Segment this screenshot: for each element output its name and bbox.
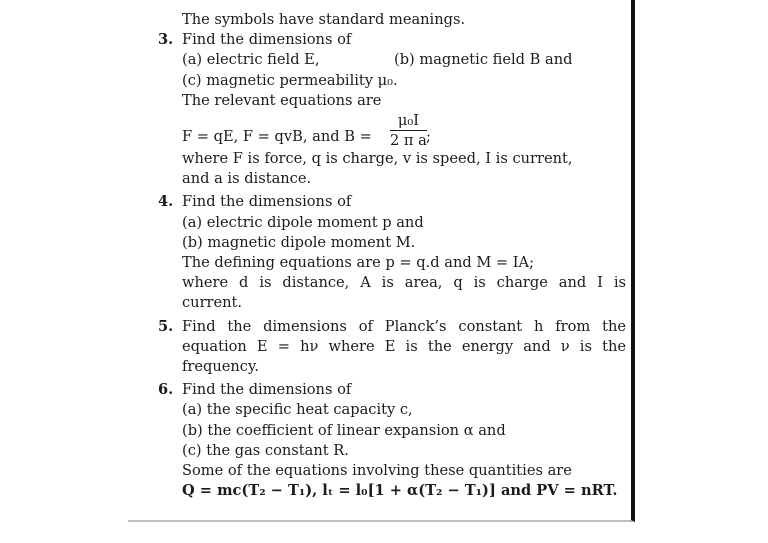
question-5: [158, 317, 626, 378]
question-heading: Find the dimensions of: [182, 193, 352, 211]
part-c: (c) magnetic permeability μ₀.: [182, 71, 398, 89]
part-b-text: (b) magnetic field B and: [394, 51, 573, 69]
definition-line-1: where F is force, q is charge, v is speed, I is current,: [182, 150, 573, 168]
fraction: [390, 111, 427, 150]
equations-line: Q = mc(T₂ − T₁), lₜ = l₀[1 + α(T₂ − T₁)] and PV = nRT.: [182, 482, 618, 500]
question-4: [158, 192, 626, 313]
fraction-numerator: μ₀I: [390, 111, 427, 131]
equation-block: [170, 111, 626, 149]
equations-intro: Some of the equations involving these quantities are: [182, 462, 572, 480]
fraction-denominator: 2 π a: [390, 132, 427, 150]
question-heading: Find the dimensions of: [182, 31, 352, 49]
intro-line: The symbols have standard meanings.: [182, 11, 466, 28]
page-content: [158, 10, 626, 501]
equation-lhs: F = qE, F = qvB, and B =: [182, 128, 372, 146]
definition-line-2: current.: [182, 294, 243, 312]
question-number: 4.: [158, 193, 174, 211]
equation-semicolon: ;: [426, 128, 431, 146]
part-c: (c) the gas constant R.: [182, 441, 349, 459]
question-number: 5.: [158, 317, 174, 335]
question-number: 3.: [158, 31, 174, 49]
part-a: (a) electric dipole moment p and: [182, 213, 424, 231]
question-3: [158, 30, 626, 189]
part-a-text: (a) electric field E,: [182, 51, 320, 69]
definition-line-2: and a is distance.: [182, 170, 312, 188]
part-b: (b) magnetic dipole moment M.: [182, 233, 416, 251]
relevant-equations-label: The relevant equations are: [182, 91, 382, 109]
part-b: (b) the coefficient of linear expansion α and: [182, 421, 506, 439]
defining-equations: The defining equations are p = q.d and M = IA;: [182, 254, 535, 272]
question-6: [158, 380, 626, 501]
definition-line-1: where d is distance, A is area, q is charge and I is: [182, 274, 626, 292]
question-text-3: frequency.: [182, 358, 259, 376]
question-heading: Find the dimensions of: [182, 381, 352, 399]
part-a: [170, 50, 626, 70]
question-text-1: Find the dimensions of Planck’s constant h from the: [182, 317, 626, 335]
part-a: (a) the specific heat capacity c,: [182, 401, 413, 419]
question-text-2: equation E = hν where E is the energy and ν is the: [182, 337, 626, 355]
question-number: 6.: [158, 381, 174, 399]
